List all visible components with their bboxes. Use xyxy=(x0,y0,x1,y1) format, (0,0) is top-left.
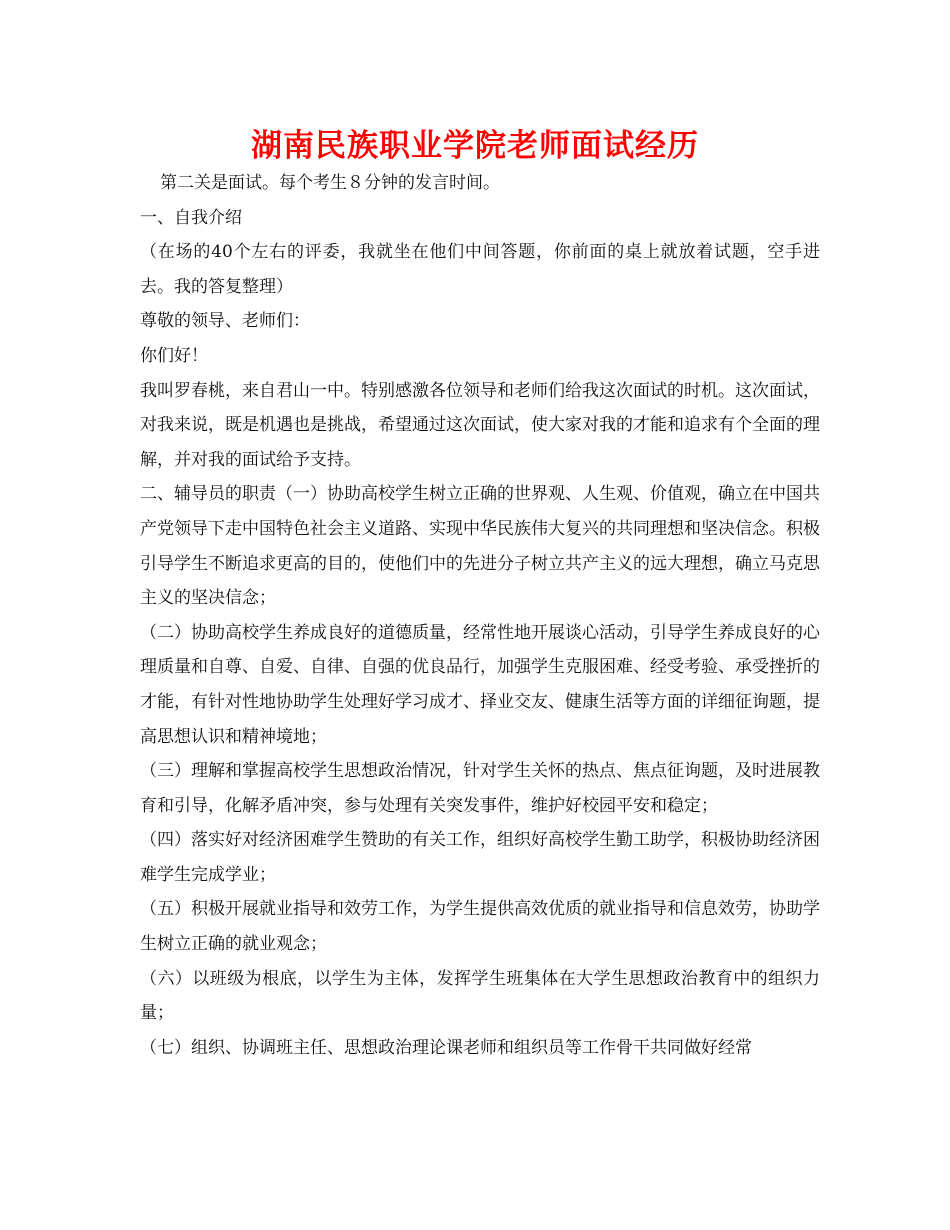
section-heading-self-intro: 一、自我介绍 xyxy=(140,207,242,228)
paragraph-greeting: 你们好！ xyxy=(140,345,208,366)
paragraph-duty-6: （六）以班级为根底，以学生为主体，发挥学生班集体在大学生思想政治教育中的组织力量； xyxy=(140,968,820,1024)
paragraph-duty-2: （二）协助高校学生养成良好的道德质量，经常性地开展谈心活动，引导学生养成良好的心理质量和自尊、自爱、自律、自强的优良品行，加强学生克服困难、经受考验、承受挫折的才能，有针对性地协助学生处理好学习成才、择业交友、健康生活等方面的详细征询题，提高思想认识和精神境地； xyxy=(140,622,820,747)
paragraph-note: （在场的40个左右的评委，我就坐在他们中间答题，你前面的桌上就放着试题，空手进去。我的答复整理） xyxy=(140,242,820,297)
paragraph-intro: 第二关是面试。每个考生８分钟的发言时间。 xyxy=(160,173,500,193)
document-body xyxy=(140,166,820,1065)
paragraph-self-intro: 我叫罗春桃，来自君山一中。特别感激各位领导和老师们给我这次面试的时机。这次面试，对我来说，既是机遇也是挑战，希望通过这次面试，使大家对我的才能和追求有个全面的理解，并对我的面试给予支持。 xyxy=(140,380,820,470)
paragraph-duty-4: （四）落实好对经济困难学生赞助的有关工作，组织好高校学生勤工助学，积极协助经济困难学生完成学业； xyxy=(140,830,820,885)
document-title: 湖南民族职业学院老师面试经历 xyxy=(251,128,699,164)
paragraph-duty-3: （三）理解和掌握高校学生思想政治情况，针对学生关怀的热点、焦点征询题，及时进展教育和引导，化解矛盾冲突，参与处理有关突发事件，维护好校园平安和稳定； xyxy=(140,761,820,816)
paragraph-duty-1: 二、辅导员的职责（一）协助高校学生树立正确的世界观、人生观、价值观，确立在中国共产党领导下走中国特色社会主义道路、实现中华民族伟大复兴的共同理想和坚决信念。积极引导学生不断追求更高的目的，使他们中的先进分子树立共产主义的远大理想，确立马克思主义的坚决信念； xyxy=(140,484,820,609)
paragraph-duty-7: （七）组织、协调班主任、思想政治理论课老师和组织员等工作骨干共同做好经常 xyxy=(140,1037,752,1058)
paragraph-salutation: 尊敬的领导、老师们： xyxy=(140,311,310,332)
paragraph-duty-5: （五）积极开展就业指导和效劳工作，为学生提供高效优质的就业指导和信息效劳，协助学生树立正确的就业观念； xyxy=(140,899,820,955)
